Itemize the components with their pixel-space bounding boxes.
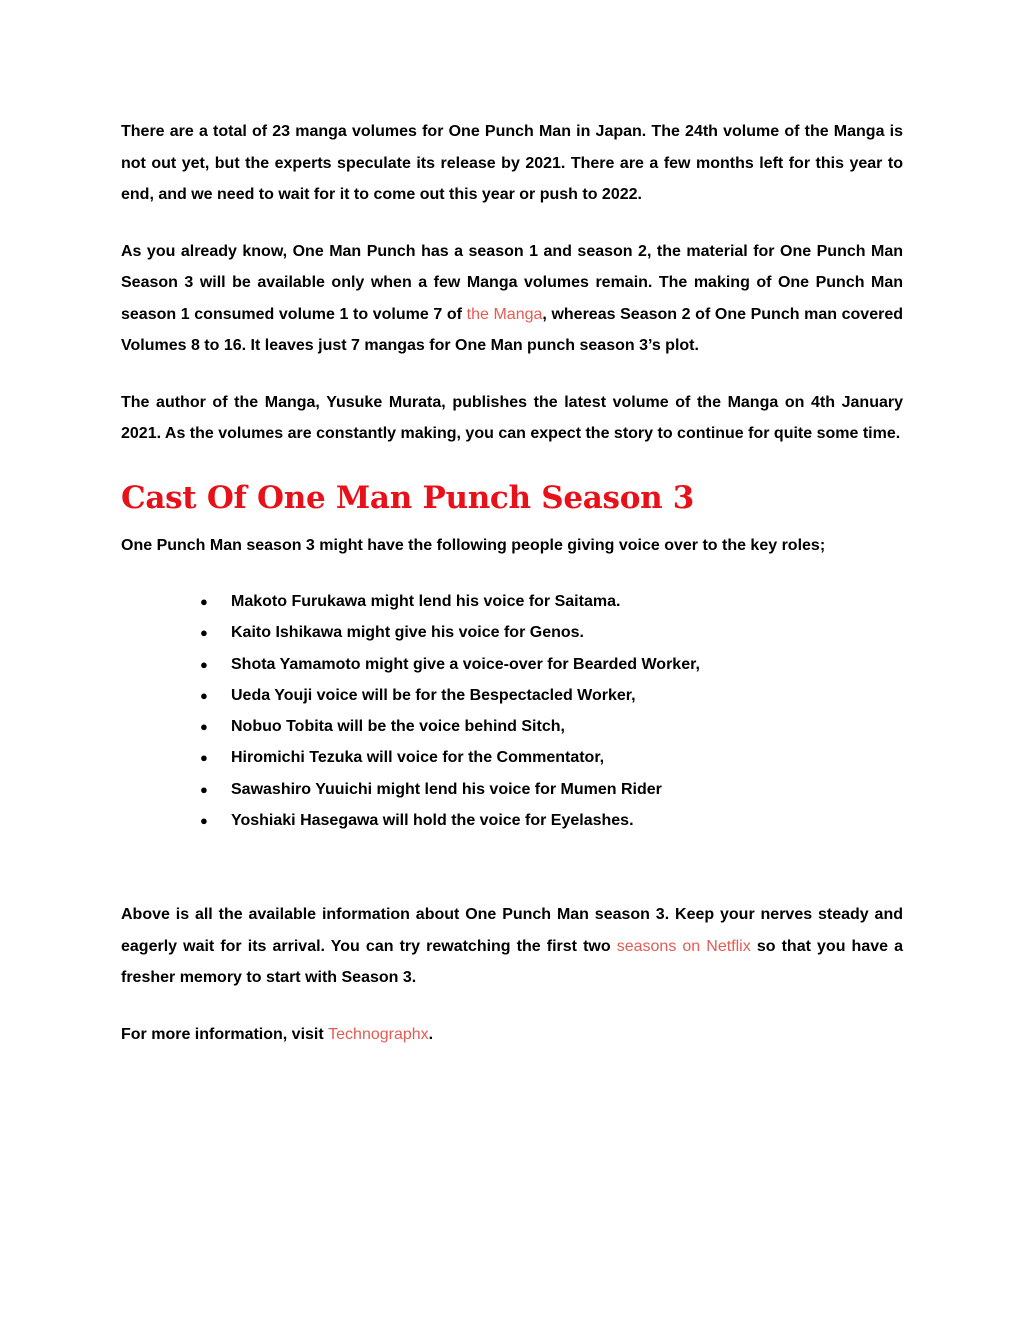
list-item-text: Yoshiaki Hasegawa will hold the voice for Eyelashes.	[231, 812, 634, 830]
bullet-icon: ●	[200, 719, 208, 735]
list-item-text: Makoto Furukawa might lend his voice for Saitama.	[231, 593, 621, 610]
list-item-text: Sawashiro Yuuichi might lend his voice for Mumen Rider	[231, 780, 662, 798]
paragraph-text: .	[428, 1025, 434, 1043]
list-item	[200, 805, 903, 836]
list-item	[200, 680, 903, 711]
bullet-icon: ●	[200, 625, 208, 641]
list-item-text: Shota Yamamoto might give a voice-over for Bearded Worker,	[231, 655, 700, 673]
the-manga-link[interactable]: the Manga	[466, 305, 543, 323]
list-item-text: Kaito Ishikawa might give his voice for Genos.	[231, 624, 584, 642]
paragraph-cast-intro: One Punch Man season 3 might have the following people giving voice over to the key roles;	[121, 536, 826, 554]
list-item	[200, 774, 903, 805]
paragraph-text: Above is all the available information about One Punch Man season 3. Keep your nerves steady and eagerly wait for its arrival. You can try rewatching the first two	[121, 906, 903, 955]
list-item-text: Hiromichi Tezuka will voice for the Commentator,	[231, 749, 605, 767]
cast-list	[121, 586, 903, 836]
bullet-icon: ●	[200, 656, 208, 672]
bullet-icon: ●	[200, 687, 208, 703]
bullet-icon: ●	[200, 750, 208, 766]
paragraph-manga-volumes: There are a total of 23 manga volumes for One Punch Man in Japan. The 24th volume of the Manga is not out yet, but the experts speculate its release by 2021. There are a few months left for this year to end, and we need to wait for it to come out this year or push to 2022.	[121, 123, 903, 203]
bullet-icon: ●	[200, 594, 208, 609]
list-item	[200, 742, 903, 773]
list-item-text: Ueda Youji voice will be for the Bespectacled Worker,	[231, 686, 636, 704]
paragraph-summary	[121, 899, 903, 994]
list-item	[200, 586, 903, 617]
paragraph-more-info	[121, 1019, 903, 1051]
paragraph-author: The author of the Manga, Yusuke Murata, publishes the latest volume of the Manga on 4th January 2021. As the volumes are constantly making, you can expect the story to continue for quite some time.	[121, 393, 903, 442]
paragraph-text: For more information, visit	[121, 1025, 329, 1043]
paragraph-text: As you already know, One Man Punch has a season 1 and season 2, the material for One Punch Man Season 3 will be available only when a few Manga volumes remain. The making of One Punch Man season 1 consumed volume 1 to volume 7 of	[121, 242, 903, 323]
paragraph-text: so that you have a fresher memory to start with Season 3.	[121, 937, 904, 987]
list-item-text: Nobuo Tobita will be the voice behind Sitch,	[231, 718, 565, 736]
list-item	[200, 617, 903, 648]
technographx-link[interactable]: Technographx	[328, 1025, 429, 1043]
list-item	[200, 711, 903, 742]
netflix-link[interactable]: seasons on Netflix	[616, 937, 751, 955]
section-heading-cast: Cast Of One Man Punch Season 3	[121, 479, 695, 516]
list-item	[200, 649, 903, 680]
bullet-icon: ●	[200, 781, 208, 797]
bullet-icon: ●	[200, 813, 208, 829]
paragraph-season-material	[121, 236, 903, 362]
document-page	[121, 116, 903, 1050]
paragraph-text: , whereas Season 2 of One Punch man covered Volumes 8 to 16. It leaves just 7 mangas for One Man punch season 3’s plot.	[121, 305, 904, 354]
